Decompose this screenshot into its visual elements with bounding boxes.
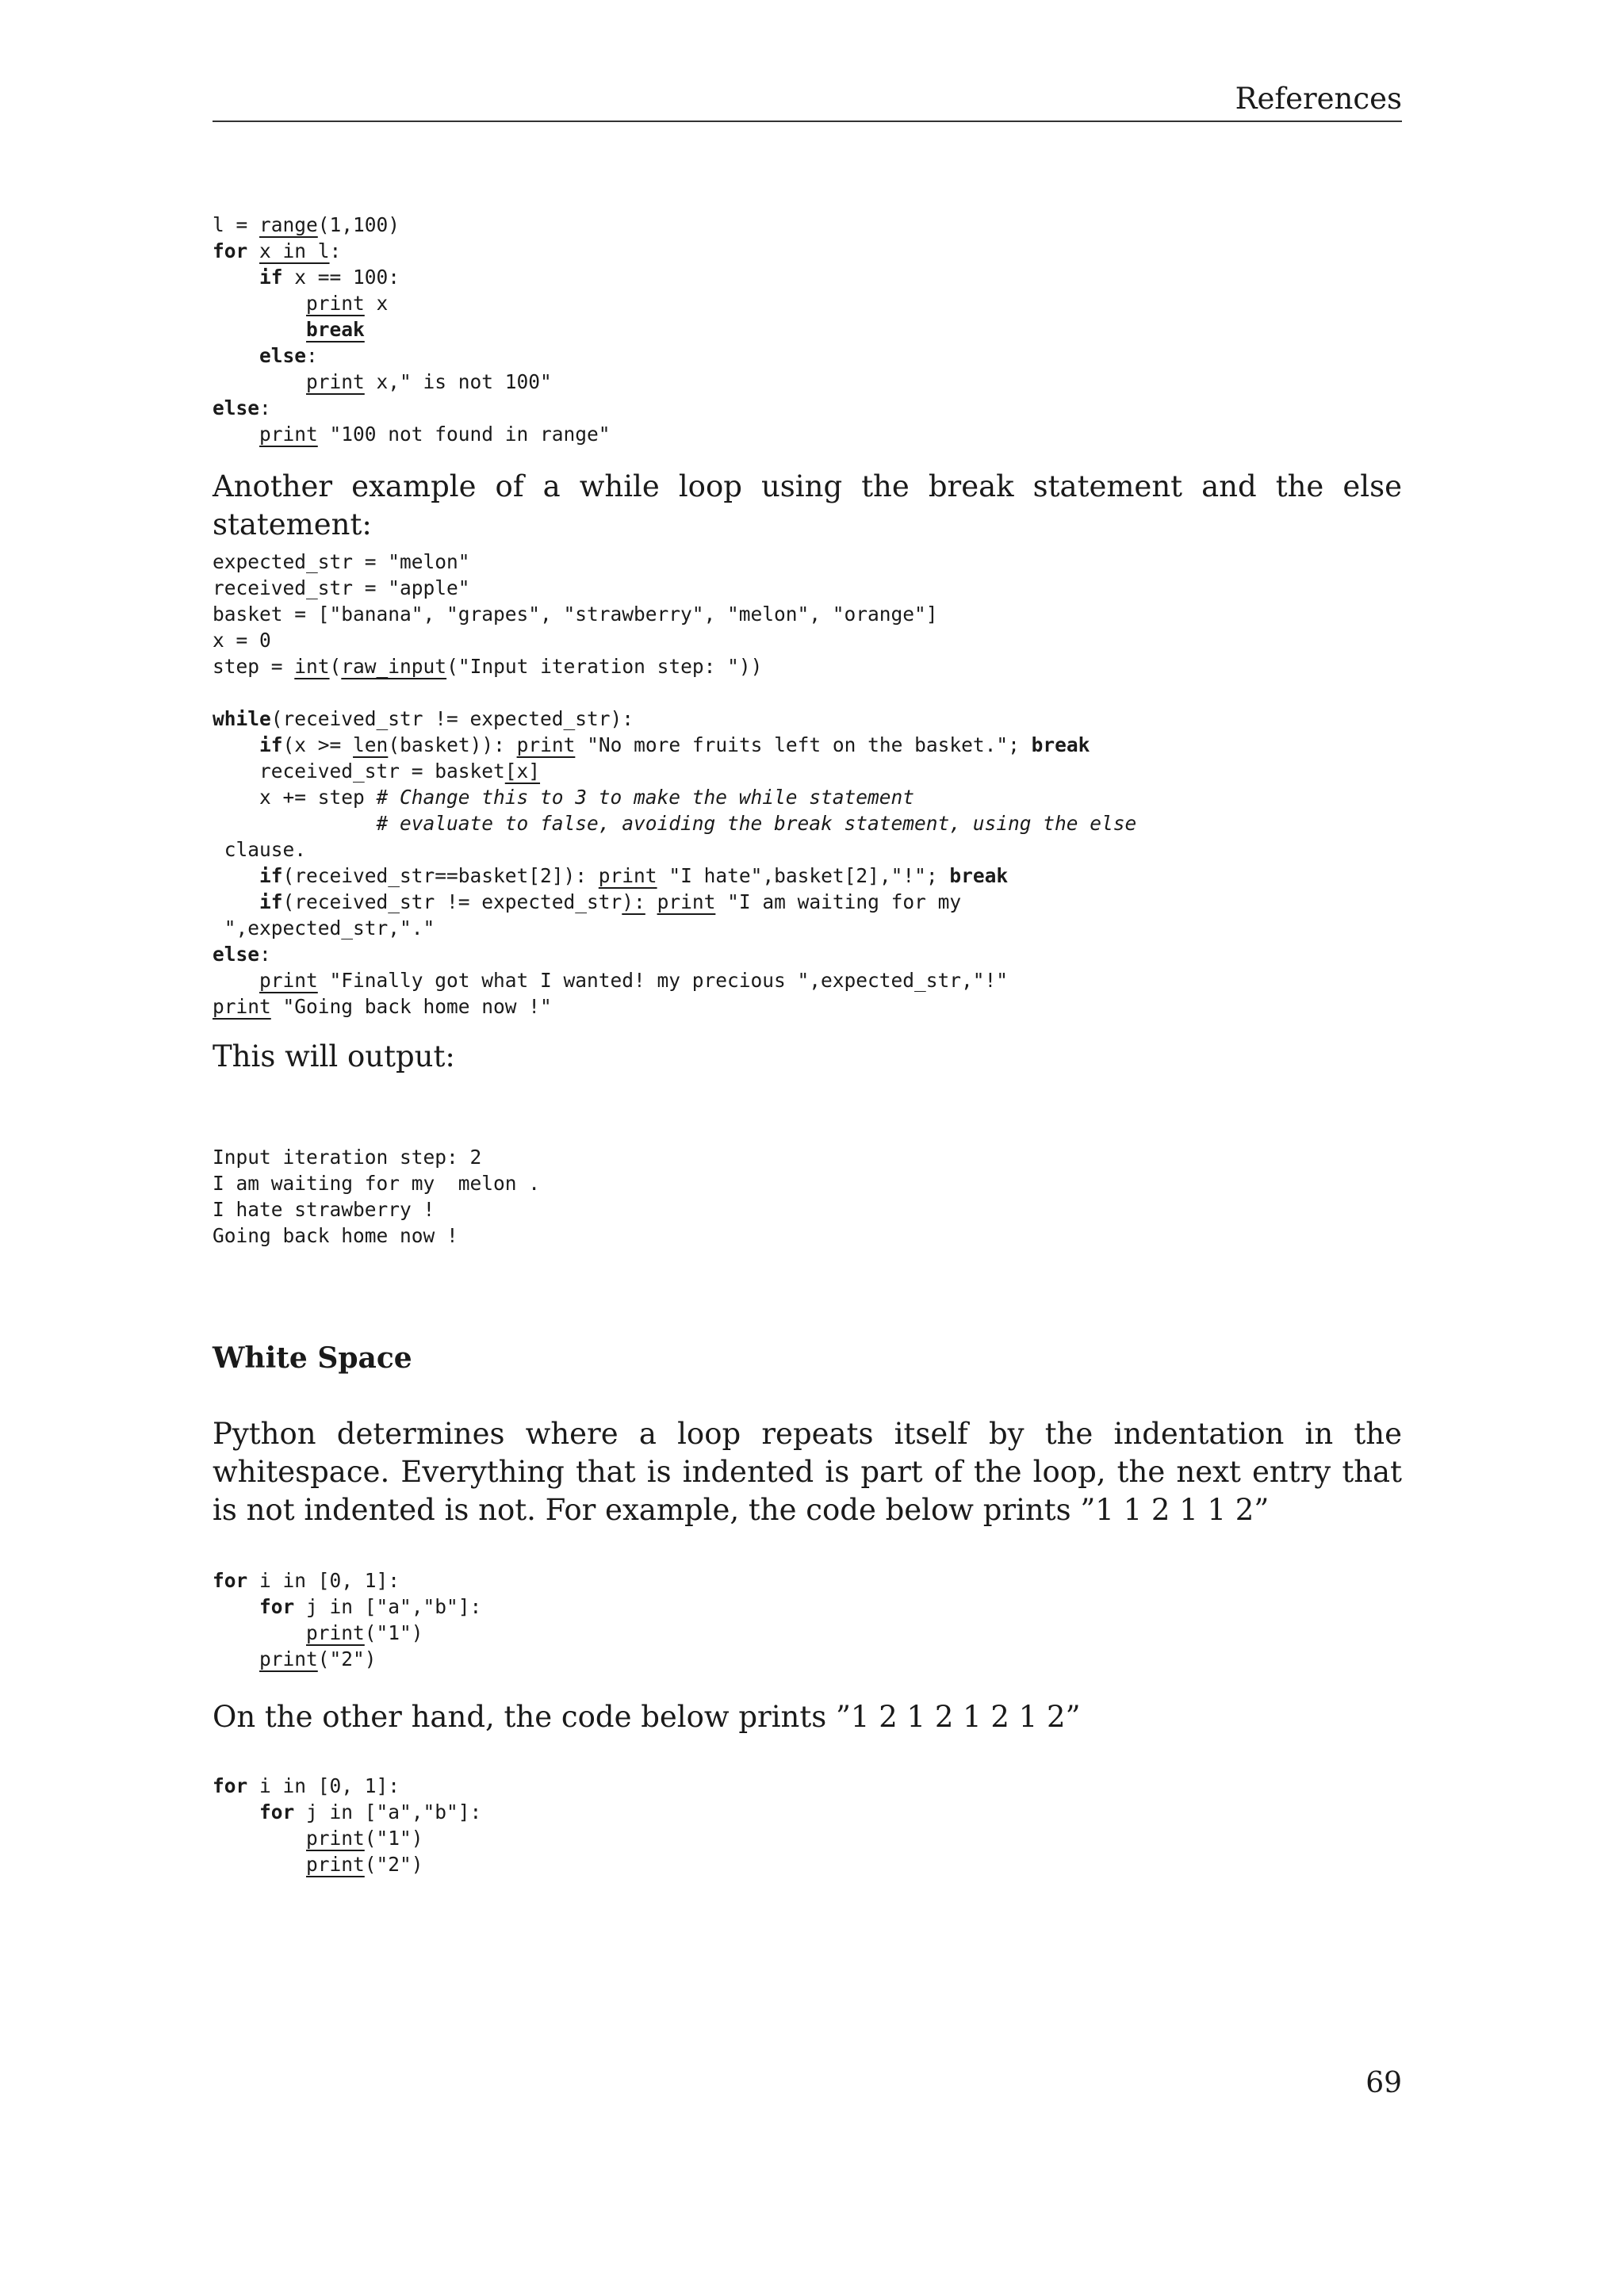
code-block-while-else	[213, 549, 1136, 1020]
document-page	[213, 0, 1402, 2296]
code-line: print("2")	[306, 1853, 423, 1876]
header-rule	[213, 121, 1402, 122]
output-line: Going back home now !	[213, 1224, 458, 1247]
code-block-indent-example-1	[213, 1567, 481, 1672]
code-line: if(received_str != expected_str): print "I am waiting for my	[259, 890, 962, 913]
code-line: for x in l:	[213, 239, 342, 262]
section-heading: White Space	[213, 1341, 412, 1375]
paragraph-output-intro: This will output:	[213, 1039, 455, 1073]
code-line: print "100 not found in range"	[259, 423, 611, 446]
code-line: print "Finally got what I wanted! my precious ",expected_str,"!"	[259, 969, 1009, 992]
code-line: print x," is not 100"	[306, 370, 552, 393]
code-line: received_str = "apple"	[213, 576, 470, 599]
code-line: print("1")	[306, 1827, 423, 1850]
code-line: if(received_str==basket[2]): print "I hate",basket[2],"!"; break	[259, 864, 1009, 887]
page-number: 69	[1365, 2067, 1402, 2099]
paragraph-while-example: Another example of a while loop using the break statement and the else statement:	[213, 469, 1402, 541]
code-line: received_str = basket[x]	[213, 760, 541, 783]
code-line: else:	[213, 396, 271, 419]
paragraph-other-hand: On the other hand, the code below prints ”1 2 1 2 1 2 1 2”	[213, 1700, 1081, 1734]
code-block-for-else	[213, 212, 611, 447]
code-line: step = int(raw_input("Input iteration step: "))	[213, 655, 763, 678]
code-block-indent-example-2	[213, 1773, 481, 1877]
code-line: # evaluate to false, avoiding the break statement, using the else	[376, 812, 1137, 835]
code-line: break	[306, 318, 365, 341]
running-header: References	[1235, 82, 1402, 116]
code-line: basket = ["banana", "grapes", "strawberry", "melon", "orange"]	[213, 603, 938, 626]
output-line: I am waiting for my melon .	[213, 1172, 541, 1195]
code-line: for j in ["a","b"]:	[259, 1595, 482, 1618]
code-line: clause.	[213, 838, 307, 861]
code-line: print("2")	[259, 1647, 377, 1670]
output-line: I hate strawberry !	[213, 1198, 435, 1221]
code-line: else:	[213, 943, 271, 966]
code-line: while(received_str != expected_str):	[213, 707, 634, 730]
code-line: print "Going back home now !"	[213, 995, 552, 1018]
code-line: x += step # Change this to 3 to make the while statement	[213, 786, 915, 809]
code-line: for i in [0, 1]:	[213, 1569, 400, 1592]
output-line: Input iteration step: 2	[213, 1146, 482, 1169]
code-line: print("1")	[306, 1621, 423, 1644]
paragraph-whitespace: Python determines where a loop repeats itself by the indentation in the whitespace. Everything that is indented is part of the loop, the next entry that is not indented is not. For example, the code below prints ”1 1 2 1 1 2”	[213, 1417, 1402, 1527]
code-line: print x	[306, 292, 389, 315]
code-line: for j in ["a","b"]:	[259, 1800, 482, 1823]
code-line: for i in [0, 1]:	[213, 1774, 400, 1797]
code-line: l = range(1,100)	[213, 213, 400, 236]
code-line: if(x >= len(basket)): print "No more fruits left on the basket."; break	[259, 733, 1090, 756]
code-block-output	[213, 1144, 540, 1249]
code-line: else:	[259, 344, 318, 367]
code-line: expected_str = "melon"	[213, 550, 470, 573]
code-line: if x == 100:	[259, 266, 400, 289]
code-line: x = 0	[213, 629, 271, 652]
code-line: ",expected_str,"."	[213, 916, 435, 939]
